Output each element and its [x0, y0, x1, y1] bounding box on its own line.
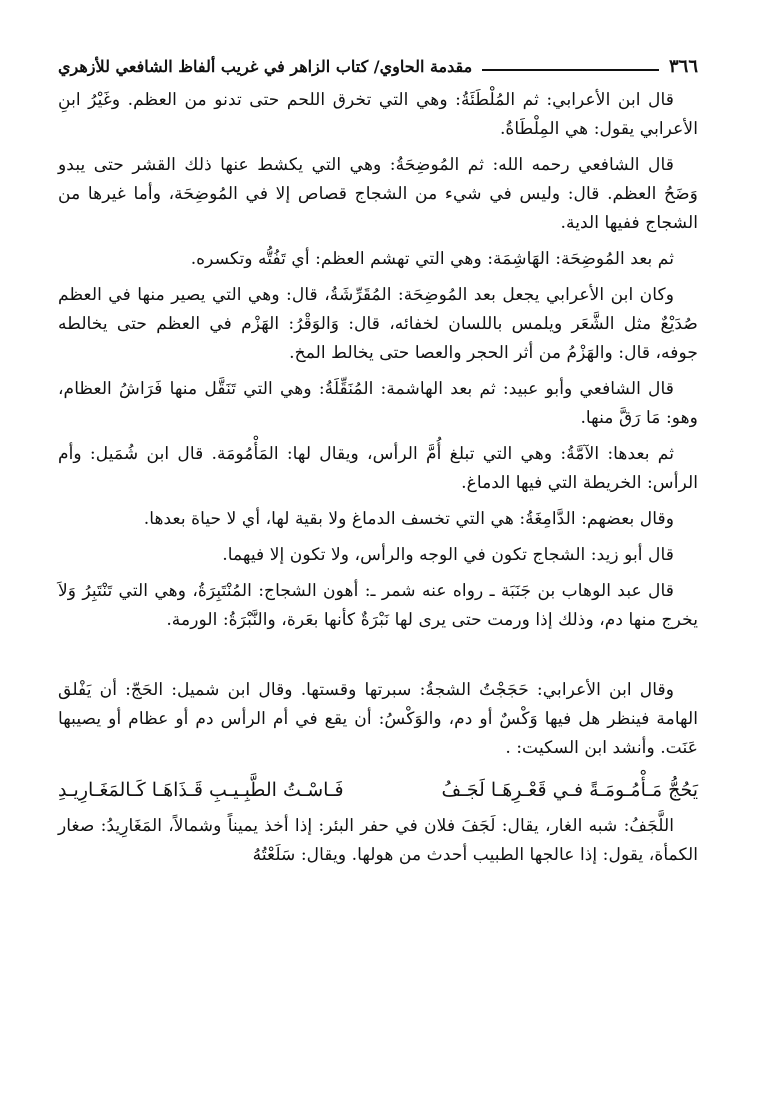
poem-verse	[58, 770, 698, 812]
running-header	[58, 52, 698, 80]
verse-second-hemistich: فَـاسْـتُ الطَّبِـيـبِ قَـذَاهَـا كَـالمَغَـارِيـدِ	[58, 779, 344, 801]
paragraph: قال الشافعي وأبو عبيد: ثم بعد الهاشمة: المُنَقِّلَةُ: وهي التي تَنَقَّل منها فَرَاشُ العظام، وهو: مَا رَقَّ منها.	[58, 379, 698, 428]
paragraph: وكان ابن الأعرابي يجعل بعد المُوضِحَة: المُقَرِّشَةُ، قال: وهي التي يصير منها في العظم صُدَيْعٌ مثل الشَّعَر ويلمس باللسان لخفائه، قال: وَالوَقْرُ: الهَزْم في العظم حتى يخالطه جوفه، قال: والهَزْمُ من أثر الحجر والعصا حتى يخالط المخ.	[58, 285, 698, 363]
section-gap	[58, 642, 698, 676]
paragraph: وقال ابن الأعرابي: حَجَجْتُ الشجةُ: سبرتها وقستها. وقال ابن شميل: الحَجّ: أن يَفْلق الهامة فينظر هل فيها وَكْسٌ أو دم، والوَكْسُ: أن يقع في أم الرأس دم أو عظام أو يصيبها عَنَت. وأنشد ابن السكيت: .	[58, 680, 698, 758]
running-title: مقدمة الحاوي/ كتاب الزاهر في غريب ألفاظ الشافعي للأزهري	[58, 57, 473, 76]
paragraph: ثم بعد المُوضِحَة: الهَاشِمَة: وهي التي تهشم العظم: أي تَفُتُّه وتكسره.	[190, 249, 674, 269]
verse-first-hemistich: يَحُجُّ مَـأْمُـومَـةً فـي قَعْـرِهَـا لَجَـفُ	[441, 779, 698, 801]
paragraph: ثم بعدها: الآمَّةُ: وهي التي تبلغ أُمَّ الرأس، ويقال لها: المَأْمُومَة. قال ابن شُمَيل: وأم الرأس: الخريطة التي فيها الدماغ.	[58, 444, 698, 493]
paragraph: قال أبو زيد: الشجاج تكون في الوجه والرأس، ولا تكون إلا فيهما.	[222, 545, 674, 565]
paragraph: قال الشافعي رحمه الله: ثم المُوضِحَةُ: وهي التي يكشط عنها ذلك القشر حتى يبدو وَضَحُ العظم. قال: وليس في شيء من الشجاج قصاص إلا في المُوضِحَة، وأما غيرها من الشجاج ففيها الدية.	[58, 155, 698, 233]
page-number: ٣٦٦	[668, 56, 698, 77]
paragraph: وقال بعضهم: الدَّامِغَةُ: هي التي تخسف الدماغ ولا بقية لها، أي لا حياة بعدها.	[143, 509, 674, 529]
header-rule	[482, 69, 659, 71]
paragraph: قال ابن الأعرابي: ثم المُلْطَئَةُ: وهي التي تخرق اللحم حتى تدنو من العظم. وغَيْرُ ابنِ الأعرابي يقول: هي المِلْطَاةُ.	[58, 90, 698, 139]
document-page	[58, 52, 698, 877]
paragraph: اللَّجَفُ: شبه الغار، يقال: لَجَفَ فلان في حفر البئر: إذا أخذ يميناً وشمالاً، المَغَارِيدُ: صغار الكمأة، يقول: إذا عالجها الطبيب أحدث من هولها. ويقال: سَلَعْتُهُ	[58, 816, 698, 865]
paragraph: قال عبد الوهاب بن جَنَبَة ـ رواه عنه شمر ـ: أهون الشجاج: المُنْتَبِرَةُ، وهي التي تَنْتَبِرُ وَلاَ يخرج منها دم، وذلك إذا ورمت حتى يرى لها نَبْرَةٌ كأنها بعَرة، والنَّبْرَةُ: الورمة.	[58, 581, 698, 630]
